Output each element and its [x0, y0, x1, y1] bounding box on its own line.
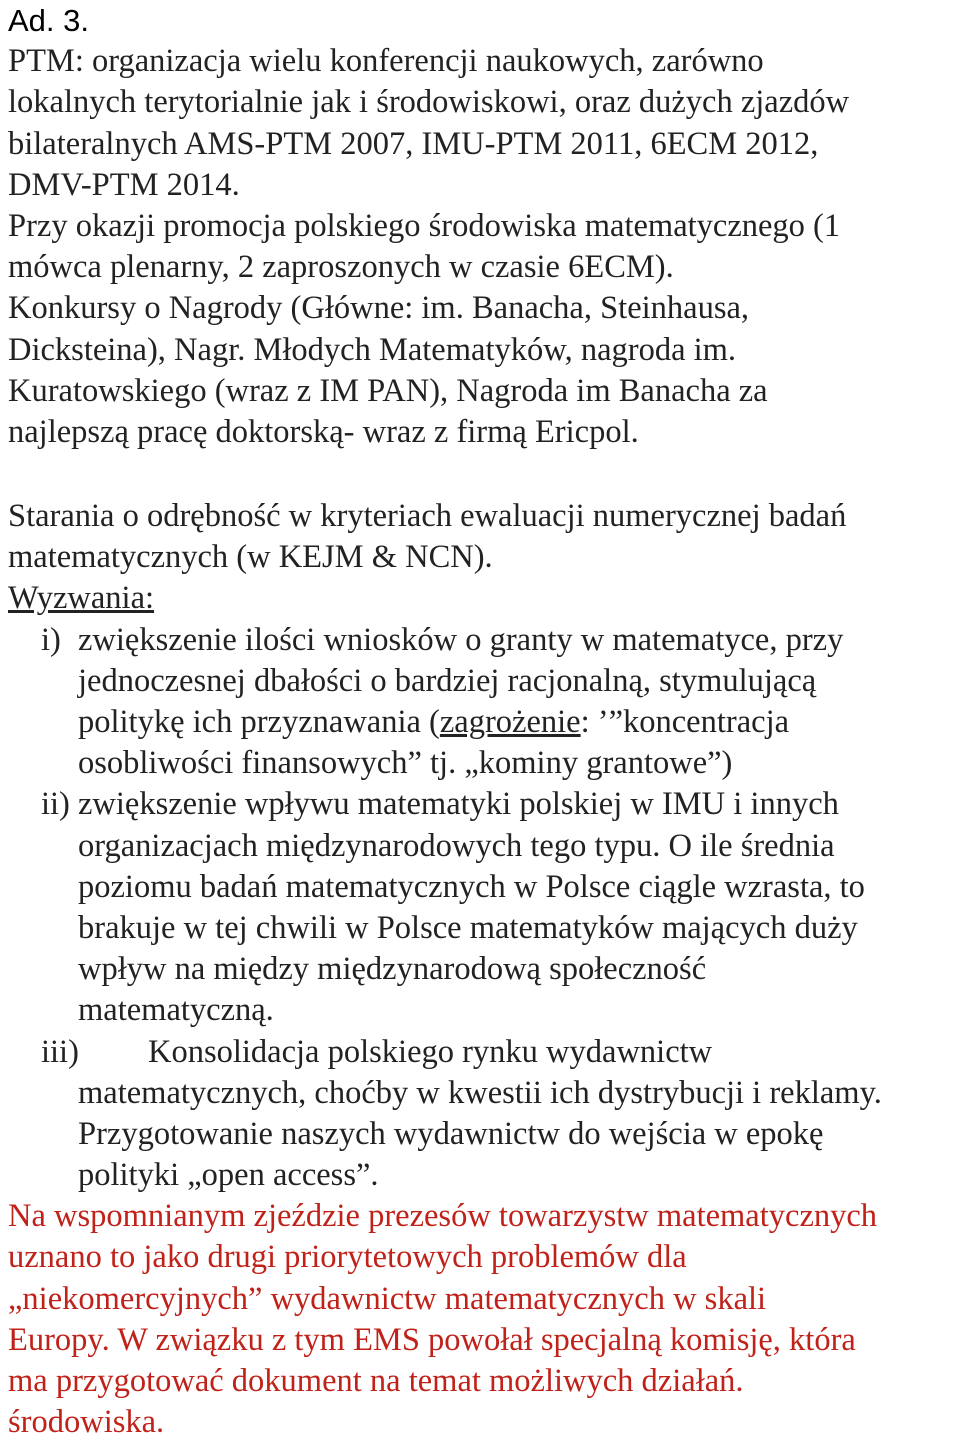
intro-line: DMV-PTM 2014.	[8, 166, 240, 203]
promotion-line: mówca plenarny, 2 zaproszonych w czasie 6ECM).	[8, 249, 674, 286]
promotion-paragraph	[8, 206, 958, 453]
challenge-text: politykę ich przyznawania (	[78, 704, 440, 740]
challenge-line: poziomu badań matematycznych w Polsce ciągle wzrasta, to	[78, 868, 865, 905]
challenges-title	[8, 578, 958, 619]
note-line: uznano to jako drugi priorytetowych problemów dla	[8, 1239, 687, 1276]
challenge-item-1	[8, 620, 958, 785]
challenge-line: wpływ na między międzynarodową społeczność	[78, 951, 707, 988]
intro-line: bilateralnych AMS-PTM 2007, IMU-PTM 2011, 6ECM 2012,	[8, 125, 819, 162]
note-line: ma przygotować dokument na temat możliwych działań.	[8, 1363, 744, 1399]
promotion-line: najlepszą pracę doktorską- wraz z firmą Ericpol.	[8, 413, 639, 450]
challenge-line: matematyczną.	[78, 992, 274, 1029]
evaluation-paragraph	[8, 496, 958, 578]
intro-line: lokalnych terytorialnie jak i środowiskowi, oraz dużych zjazdów	[8, 84, 850, 121]
note-line: Europy. W związku z tym EMS powołał specjalną komisję, która	[8, 1321, 856, 1358]
challenge-line	[8, 702, 958, 743]
challenges-title-text: Wyzwania:	[8, 580, 155, 617]
challenge-line: brakuje w tej chwili w Polsce matematyków mających duży	[78, 909, 858, 946]
note-line: „niekomercyjnych” wydawnictw matematycznych w skali	[8, 1280, 767, 1317]
promotion-line: Przy okazji promocja polskiego środowiska matematycznego (1	[8, 207, 841, 244]
note-line: środowiska.	[8, 1404, 165, 1441]
promotion-line: Kuratowskiego (wraz z IM PAN), Nagroda im Banacha za	[8, 372, 768, 409]
challenge-item-3	[8, 1032, 958, 1197]
challenge-text: zwiększenie ilości wniosków o granty w matematyce, przy	[78, 621, 844, 658]
evaluation-line: Starania o odrębność w kryteriach ewaluacji numerycznej badań	[8, 498, 847, 535]
challenge-line: polityki „open access”.	[78, 1157, 379, 1194]
list-marker: iii)	[41, 1033, 79, 1070]
challenge-text: Konsolidacja polskiego rynku wydawnictw	[148, 1033, 713, 1070]
challenge-line	[8, 620, 958, 661]
challenge-text: zwiększenie wpływu matematyki polskiej w IMU i innych	[78, 786, 839, 823]
challenge-line	[8, 1032, 958, 1073]
list-marker: ii)	[41, 786, 70, 823]
challenge-line: organizacjach międzynarodowych tego typu. O ile średnia	[78, 827, 835, 864]
paragraph-spacer	[8, 453, 958, 496]
section-heading: Ad. 3.	[8, 3, 89, 38]
intro-line: PTM: organizacja wielu konferencji naukowych, zarówno	[8, 43, 764, 80]
challenges-section	[8, 578, 958, 1196]
promotion-line: Dicksteina), Nagr. Młodych Matematyków, nagroda im.	[8, 331, 737, 368]
challenge-line: matematycznych, choćby w kwestii ich dystrybucji i reklamy.	[78, 1074, 882, 1111]
challenge-item-2	[8, 784, 958, 1031]
list-marker: i)	[41, 621, 61, 658]
note-line: Na wspomnianym zjeździe prezesów towarzystw matematycznych	[8, 1198, 878, 1235]
challenge-text: : ’”koncentracja	[580, 704, 790, 740]
challenge-line: jednoczesnej dbałości o bardziej racjonalną, stymulującą	[78, 662, 817, 699]
challenge-line: osobliwości finansowych” tj. „kominy grantowe”)	[78, 745, 733, 782]
challenge-line: Przygotowanie naszych wydawnictw do wejścia w epokę	[78, 1115, 824, 1152]
evaluation-line: matematycznych (w KEJM & NCN).	[8, 539, 493, 576]
note-paragraph	[8, 1196, 958, 1443]
threat-term: zagrożenie	[439, 704, 581, 740]
intro-paragraph	[8, 41, 958, 206]
challenge-line	[8, 784, 958, 825]
document-body	[8, 0, 958, 1443]
promotion-line: Konkursy o Nagrody (Główne: im. Banacha, Steinhausa,	[8, 290, 750, 327]
